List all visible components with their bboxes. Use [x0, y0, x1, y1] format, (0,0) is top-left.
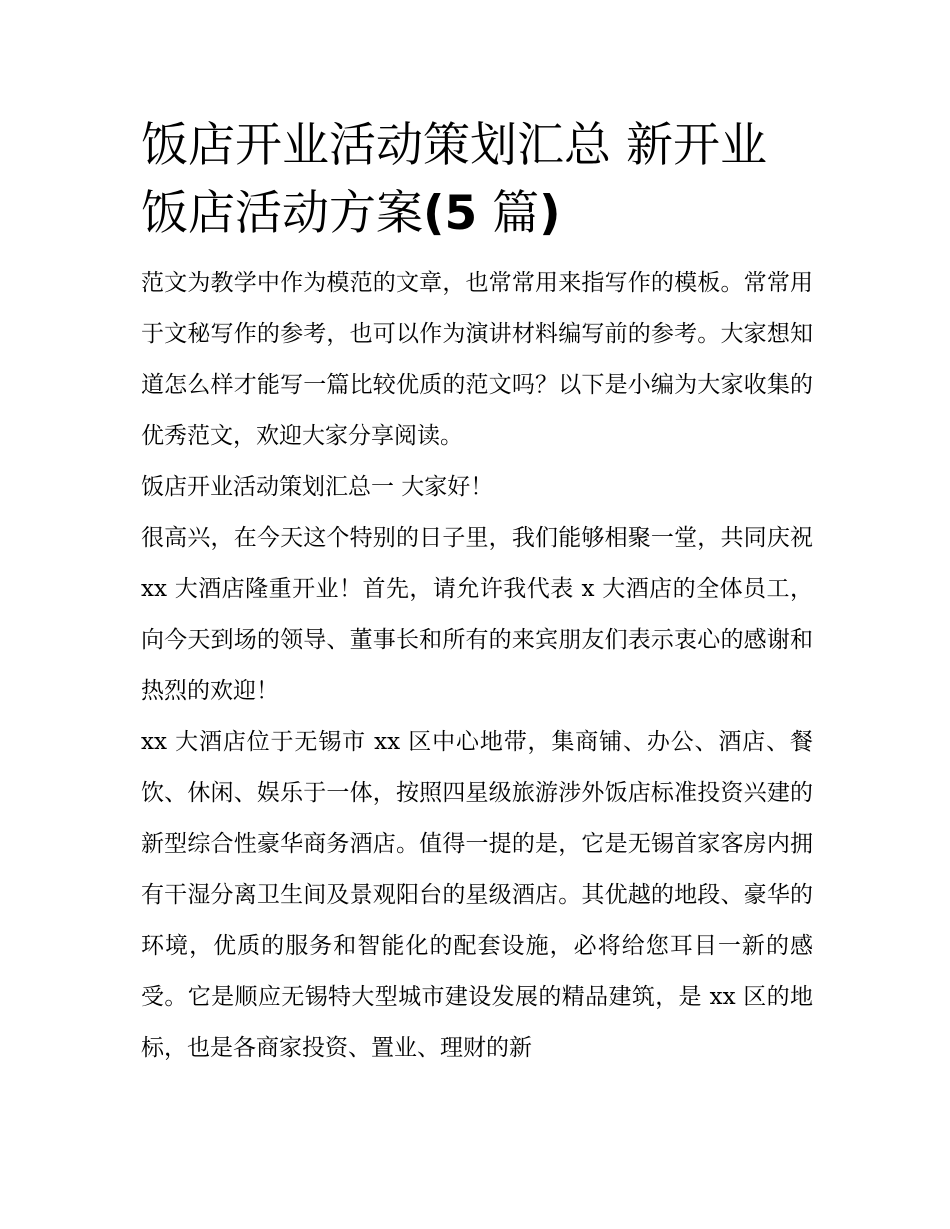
paragraph-intro: 范文为教学中作为模范的文章，也常常用来指写作的模板。常常用于文秘写作的参考，也可以作为演讲材料编写前的参考。大家想知道怎么样才能写一篇比较优质的范文吗？以下是小编为大家收集的优秀范文，欢迎大家分享阅读。: [141, 270, 813, 449]
paragraph-greeting: 很高兴，在今天这个特别的日子里，我们能够相聚一堂，共同庆祝 xx 大酒店隆重开业！首先，请允许我代表 x 大酒店的全体员工，向今天到场的领导、董事长和所有的来宾朋友们表示衷心的感谢和热烈的欢迎！: [141, 525, 813, 704]
paragraph-section-heading: 饭店开业活动策划汇总一 大家好！: [141, 474, 494, 500]
paragraph-hotel-description: xx 大酒店位于无锡市 xx 区中心地带，集商铺、办公、酒店、餐饮、休闲、娱乐于一体，按照四星级旅游涉外饭店标准投资兴建的新型综合性豪华商务酒店。值得一提的是，它是无锡首家客房内拥有干湿分离卫生间及景观阳台的星级酒店。其优越的地段、豪华的环境，优质的服务和智能化的配套设施，必将给您耳目一新的感受。它是顺应无锡特大型城市建设发展的精品建筑，是 xx 区的地标，也是各商家投资、置业、理财的新: [141, 729, 813, 1061]
title-count-close: ): [539, 186, 561, 241]
title-count-open: (5: [423, 186, 478, 241]
document-title: [141, 112, 813, 248]
title-count-unit: 篇: [477, 186, 540, 241]
document-page: [141, 112, 813, 1074]
document-body: [141, 258, 813, 1074]
title-main-text: 饭店开业活动策划汇总 新开业饭店活动方案: [141, 118, 767, 241]
